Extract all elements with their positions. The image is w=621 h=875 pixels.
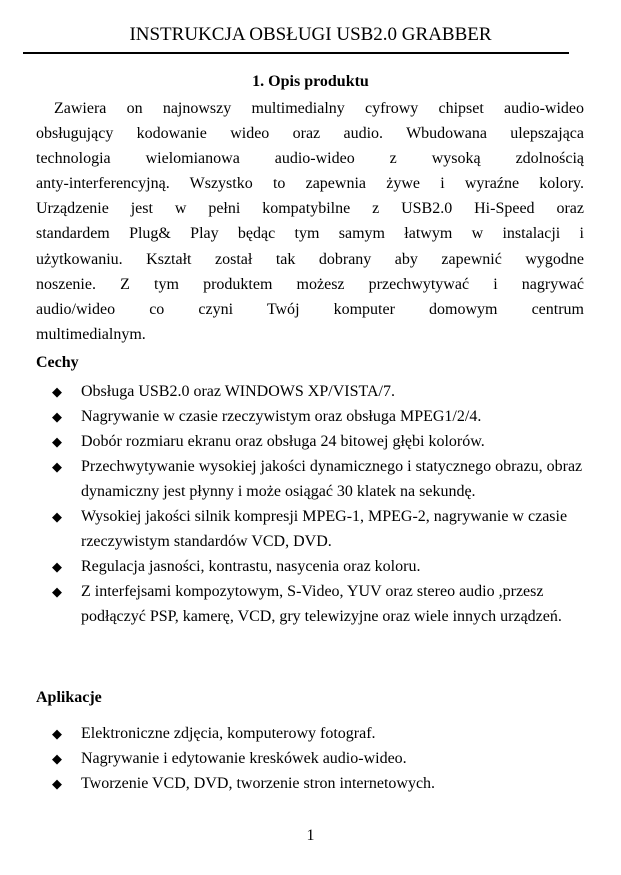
list-item xyxy=(36,579,584,629)
diamond-bullet-icon: ◆ xyxy=(52,559,62,574)
list-item xyxy=(36,721,584,746)
list-item xyxy=(36,746,584,771)
applications-heading: Aplikacje xyxy=(36,689,102,706)
feature-text: Wysokiej jakości silnik kompresji MPEG-1, MPEG-2, nagrywanie w czasie rzeczywistym standardów VCD, DVD. xyxy=(81,508,568,550)
description-line: obsługujący kodowanie wideo oraz audio. Wbudowana ulepszająca xyxy=(36,125,584,143)
feature-text: Z interfejsami kompozytowym, S-Video, YUV oraz stereo audio ,przesz podłączyć PSP, kamerę, VCD, gry telewizyjne oraz wiele innych urządzeń. xyxy=(81,583,562,625)
applications-list xyxy=(36,721,584,796)
diamond-bullet-icon: ◆ xyxy=(52,751,62,766)
description-line: standardem Plug& Play będąc tym samym łatwym w instalacji i xyxy=(36,225,584,243)
feature-text: Obsługa USB2.0 oraz WINDOWS XP/VISTA/7. xyxy=(81,383,395,400)
product-description xyxy=(36,96,584,347)
description-line: audio/wideo co czyni Twój komputer domowym centrum xyxy=(36,300,584,318)
diamond-bullet-icon: ◆ xyxy=(52,384,62,399)
diamond-bullet-icon: ◆ xyxy=(52,409,62,424)
description-line: anty-interferencyjną. Wszystko to zapewnia żywe i wyraźne kolory. xyxy=(36,175,584,193)
description-line: Zawiera on najnowszy multimedialny cyfrowy chipset audio-wideo xyxy=(54,100,584,117)
application-text: Elektroniczne zdjęcia, komputerowy fotograf. xyxy=(81,725,376,742)
diamond-bullet-icon: ◆ xyxy=(52,434,62,449)
description-line: Urządzenie jest w pełni kompatybilne z USB2.0 Hi-Speed oraz xyxy=(36,200,584,218)
list-item xyxy=(36,554,584,579)
feature-text: Regulacja jasności, kontrastu, nasycenia oraz koloru. xyxy=(81,558,421,575)
diamond-bullet-icon: ◆ xyxy=(52,584,62,599)
description-line: technologia wielomianowa audio-wideo z wysoką zdolnością xyxy=(36,150,584,168)
application-text: Nagrywanie i edytowanie kreskówek audio-wideo. xyxy=(81,750,407,767)
header-divider xyxy=(23,52,569,54)
diamond-bullet-icon: ◆ xyxy=(52,726,62,741)
diamond-bullet-icon: ◆ xyxy=(52,776,62,791)
diamond-bullet-icon: ◆ xyxy=(52,509,62,524)
diamond-bullet-icon: ◆ xyxy=(52,459,62,474)
document-header: INSTRUKCJA OBSŁUGI USB2.0 GRABBER xyxy=(129,24,492,45)
features-heading: Cechy xyxy=(36,354,79,371)
feature-text: Nagrywanie w czasie rzeczywistym oraz obsługa MPEG1/2/4. xyxy=(81,408,482,425)
description-line: noszenie. Z tym produktem możesz przechwytywać i nagrywać xyxy=(36,275,584,293)
feature-text: Przechwytywanie wysokiej jakości dynamicznego i statycznego obrazu, obraz dynamiczny jest płynny i może osiągać 30 klatek na sekundę. xyxy=(81,458,583,500)
list-item xyxy=(36,404,584,429)
description-line: multimedialnym. xyxy=(36,325,146,343)
features-list xyxy=(36,379,584,629)
list-item xyxy=(36,379,584,404)
feature-text: Dobór rozmiaru ekranu oraz obsługa 24 bitowej głębi kolorów. xyxy=(81,433,485,450)
list-item xyxy=(36,504,584,554)
list-item xyxy=(36,771,584,796)
section-title: 1. Opis produktu xyxy=(252,73,369,90)
description-line: użytkowaniu. Kształt został tak dobrany aby zapewnić wygodne xyxy=(36,250,584,268)
application-text: Tworzenie VCD, DVD, tworzenie stron internetowych. xyxy=(81,775,436,792)
list-item xyxy=(36,454,584,504)
page-number: 1 xyxy=(306,827,315,844)
list-item xyxy=(36,429,584,454)
